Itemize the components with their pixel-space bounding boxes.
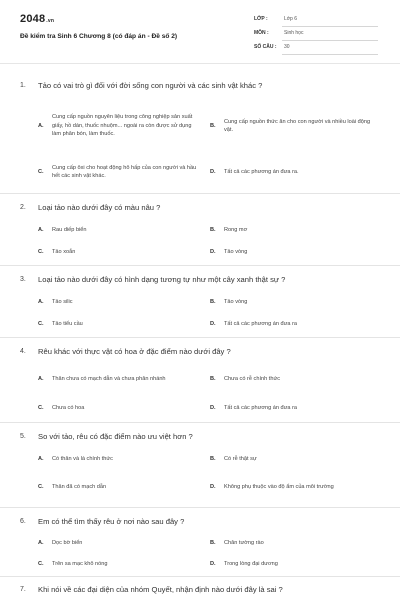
question-text bbox=[20, 81, 382, 90]
option-text: Không phụ thuộc vào độ ẩm của môi trường bbox=[224, 483, 334, 490]
option-b[interactable] bbox=[210, 224, 375, 236]
question-7 bbox=[20, 585, 382, 594]
option-text: Có thân và lá chính thức bbox=[52, 455, 113, 462]
question-divider bbox=[0, 265, 400, 266]
option-text: Chưa có hoa bbox=[52, 404, 85, 411]
question-5 bbox=[20, 432, 382, 441]
site-logo[interactable] bbox=[20, 13, 54, 25]
option-d[interactable] bbox=[210, 476, 376, 498]
question-divider bbox=[0, 507, 400, 508]
logo-suffix: .vn bbox=[46, 18, 55, 24]
question-prompt: Khi nói về các đại diện của nhóm Quyết, nhận định nào dưới đây là sai ? bbox=[38, 585, 283, 594]
question-number: 1. bbox=[20, 81, 26, 89]
option-letter: B. bbox=[210, 456, 216, 462]
option-text: Tảo vòng bbox=[224, 248, 248, 255]
option-text: Rong mơ bbox=[224, 226, 248, 233]
option-c[interactable] bbox=[38, 318, 203, 330]
question-number: 7. bbox=[20, 585, 26, 593]
option-d[interactable] bbox=[210, 246, 375, 258]
question-divider bbox=[0, 193, 400, 194]
option-b[interactable] bbox=[210, 453, 375, 465]
option-text: Tất cả các phương án đưa ra bbox=[224, 320, 298, 327]
option-a[interactable] bbox=[38, 224, 203, 236]
option-b[interactable] bbox=[210, 373, 375, 385]
option-d[interactable] bbox=[210, 558, 375, 570]
option-a[interactable] bbox=[38, 368, 198, 390]
question-number: 2. bbox=[20, 203, 26, 211]
option-c[interactable] bbox=[38, 558, 203, 570]
option-text: Tất cả các phương án đưa ra. bbox=[224, 168, 299, 175]
question-number: 5. bbox=[20, 432, 26, 440]
option-letter: B. bbox=[210, 227, 216, 233]
page-title: Đề kiểm tra Sinh 6 Chương 8 (có đáp án - Đề số 2) bbox=[20, 33, 178, 40]
option-letter: D. bbox=[210, 561, 216, 567]
option-letter: D. bbox=[210, 484, 216, 490]
option-text: Chưa có rễ chính thức bbox=[224, 375, 280, 382]
meta-label: LỚP : bbox=[254, 16, 268, 22]
header-divider bbox=[0, 63, 400, 64]
option-c[interactable] bbox=[38, 481, 203, 493]
meta-question-count bbox=[254, 42, 378, 56]
option-letter: B. bbox=[210, 540, 216, 546]
question-4 bbox=[20, 347, 382, 356]
option-letter: A. bbox=[38, 123, 44, 129]
option-text: Tảo tiểu cầu bbox=[52, 320, 83, 327]
question-text bbox=[20, 432, 382, 441]
option-text: Trong lòng đại dương bbox=[224, 560, 278, 567]
option-b[interactable] bbox=[210, 296, 375, 308]
option-letter: B. bbox=[210, 123, 216, 129]
question-text bbox=[20, 203, 382, 212]
option-text: Cung cấp nguồn thức ăn cho con người và nhiều loài động vật. bbox=[224, 118, 371, 133]
option-letter: A. bbox=[38, 299, 44, 305]
option-letter: D. bbox=[210, 321, 216, 327]
option-c[interactable] bbox=[38, 402, 203, 414]
meta-underline bbox=[282, 26, 378, 27]
option-letter: C. bbox=[38, 249, 44, 255]
option-text: Tảo silic bbox=[52, 298, 73, 305]
question-text bbox=[20, 585, 382, 594]
question-divider bbox=[0, 337, 400, 338]
option-text: Có rễ thật sự bbox=[224, 455, 257, 462]
question-prompt: Rêu khác với thực vật có hoa ở đặc điểm nào dưới đây ? bbox=[38, 347, 231, 356]
option-b[interactable] bbox=[210, 537, 375, 549]
question-prompt: So với tảo, rêu có đặc điểm nào ưu việt hơn ? bbox=[38, 432, 193, 441]
meta-class bbox=[254, 14, 378, 28]
option-text: Thân chưa có mạch dẫn và chưa phân nhánh bbox=[52, 375, 166, 382]
question-prompt: Loại tảo nào dưới đây có màu nâu ? bbox=[38, 203, 161, 212]
option-text: Chân tường rào bbox=[224, 539, 264, 546]
question-prompt: Em có thể tìm thấy rêu ở nơi nào sau đây ? bbox=[38, 517, 185, 526]
option-letter: B. bbox=[210, 376, 216, 382]
question-text bbox=[20, 517, 382, 526]
question-prompt: Loại tảo nào dưới đây có hình dạng tương tự như một cây xanh thật sự ? bbox=[38, 275, 286, 284]
option-letter: A. bbox=[38, 227, 44, 233]
option-a[interactable] bbox=[38, 453, 203, 465]
question-3 bbox=[20, 275, 382, 284]
option-letter: D. bbox=[210, 249, 216, 255]
meta-label: SỐ CÂU : bbox=[254, 44, 277, 50]
question-divider bbox=[0, 422, 400, 423]
question-2 bbox=[20, 203, 382, 212]
option-letter: A. bbox=[38, 376, 44, 382]
option-text: Rau diếp biển bbox=[52, 226, 87, 233]
meta-value: 30 bbox=[284, 44, 290, 50]
option-d[interactable] bbox=[210, 402, 375, 414]
option-letter: A. bbox=[38, 456, 44, 462]
option-text: Tảo vòng bbox=[224, 298, 248, 305]
meta-value: Sinh học bbox=[284, 30, 304, 36]
meta-subject bbox=[254, 28, 378, 42]
option-letter: C. bbox=[38, 561, 44, 567]
option-d[interactable] bbox=[210, 166, 380, 178]
option-text: Tất cả các phương án đưa ra bbox=[224, 404, 298, 411]
option-text: Thân đã có mạch dẫn bbox=[52, 483, 107, 490]
option-c[interactable] bbox=[38, 246, 203, 258]
option-letter: B. bbox=[210, 299, 216, 305]
meta-underline bbox=[282, 40, 378, 41]
option-c[interactable] bbox=[38, 161, 200, 183]
option-letter: C. bbox=[38, 169, 44, 175]
option-a[interactable] bbox=[38, 104, 200, 148]
question-6 bbox=[20, 517, 382, 526]
question-1 bbox=[20, 81, 382, 90]
question-divider bbox=[0, 576, 400, 577]
option-b[interactable] bbox=[210, 115, 380, 137]
question-text bbox=[20, 275, 382, 284]
meta-underline bbox=[282, 54, 378, 55]
option-d[interactable] bbox=[210, 318, 375, 330]
option-a[interactable] bbox=[38, 296, 203, 308]
question-number: 3. bbox=[20, 275, 26, 283]
option-text: Cung cấp ôxi cho hoạt động hô hấp của con người và hầu hết các sinh vật khác. bbox=[52, 164, 197, 179]
question-text bbox=[20, 347, 382, 356]
meta-label: MÔN : bbox=[254, 30, 269, 36]
option-a[interactable] bbox=[38, 537, 203, 549]
option-letter: D. bbox=[210, 169, 216, 175]
question-number: 6. bbox=[20, 517, 26, 525]
option-letter: C. bbox=[38, 405, 44, 411]
option-letter: C. bbox=[38, 484, 44, 490]
option-text: Cung cấp nguồn nguyên liệu trong công nghiệp sản xuất giấy, hồ dán, thuốc nhuộm... ngoài ra còn được sử dụng làm phân bón, làm thuốc. bbox=[52, 114, 193, 138]
option-text: Trên sa mạc khô nóng bbox=[52, 560, 108, 567]
question-prompt: Tảo có vai trò gì đối với đời sống con người và các sinh vật khác ? bbox=[38, 81, 263, 90]
option-text: Tảo xoắn bbox=[52, 248, 76, 255]
option-letter: C. bbox=[38, 321, 44, 327]
page-header bbox=[0, 0, 400, 64]
option-letter: A. bbox=[38, 540, 44, 546]
option-text: Dọc bờ biển bbox=[52, 539, 83, 546]
option-letter: D. bbox=[210, 405, 216, 411]
meta-value: Lớp 6 bbox=[284, 16, 298, 22]
question-number: 4. bbox=[20, 347, 26, 355]
logo-text: 2048 bbox=[20, 13, 46, 25]
